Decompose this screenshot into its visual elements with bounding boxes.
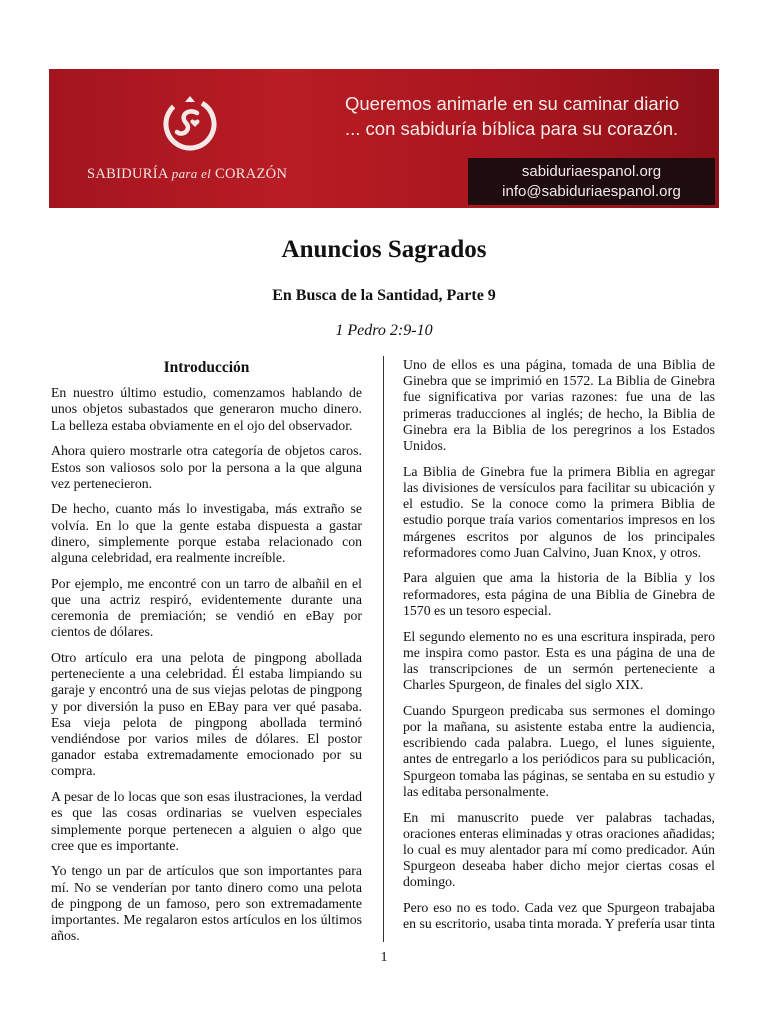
logo-icon bbox=[159, 93, 221, 155]
tagline bbox=[345, 91, 679, 141]
paragraph: Por ejemplo, me encontré con un tarro de albañil en el que una actriz respiró, evidentemente durante una ceremonia de premiación; se vendió en eBay por cientos de dólares. bbox=[51, 575, 362, 640]
logo-word-1: SABIDURÍA bbox=[87, 166, 168, 182]
header-banner bbox=[49, 69, 719, 208]
column-divider bbox=[383, 356, 384, 942]
paragraph: Para alguien que ama la historia de la Biblia y los reformadores, esta página de una Biblia de Ginebra de 1570 es un tesoro especial. bbox=[403, 570, 715, 618]
section-heading: Introducción bbox=[163, 359, 250, 376]
page-number: 1 bbox=[380, 950, 388, 965]
paragraph: Pero eso no es todo. Cada vez que Spurgeon trabajaba en su escritorio, usaba tinta morada. Y prefería usar tinta bbox=[403, 900, 715, 932]
paragraph: Cuando Spurgeon predicaba sus sermones el domingo por la mañana, su asistente estaba entre la audiencia, escribiendo cada palabra. Luego, el lunes siguiente, antes de entregarlo a los periódicos para su publicación, Spurgeon tomaba las páginas, se sentaba en su estudio y las editaba personalmente. bbox=[403, 702, 715, 799]
document-title: Anuncios Sagrados bbox=[281, 236, 487, 263]
paragraph: Uno de ellos es una página, tomada de una Biblia de Ginebra que se imprimió en 1572. La Biblia de Ginebra fue significativa por varias razones: fue una de las primeras traducciones al inglés; de hecho, la Biblia de Ginebra era la Biblia de los peregrinos a los Estados Unidos. bbox=[403, 357, 715, 454]
tagline-line-2: ... con sabiduría bíblica para su corazón. bbox=[345, 118, 679, 139]
logo-word-3: CORAZÓN bbox=[215, 166, 288, 182]
email-link[interactable]: info@sabiduriaespanol.org bbox=[502, 182, 681, 200]
document-subtitle: En Busca de la Santidad, Parte 9 bbox=[272, 287, 496, 304]
paragraph: En nuestro último estudio, comenzamos hablando de unos objetos subastados que generaron mucho dinero. La belleza estaba obviamente en el ojo del observador. bbox=[51, 385, 362, 433]
paragraph: En mi manuscrito puede ver palabras tachadas, oraciones enteras eliminadas y otras oraciones añadidas; lo cual es muy alentador para mí como predicador. Aún Spurgeon deseaba haber dicho mejor ciertas cosas el domingo. bbox=[403, 809, 715, 890]
paragraph: De hecho, cuanto más lo investigaba, más extraño se volvía. En lo que la gente estaba dispuesta a gastar dinero, simplemente porque estaba relacionado con alguna celebridad, era realmente increíble. bbox=[51, 501, 362, 566]
contact-box bbox=[468, 158, 715, 205]
paragraph: Yo tengo un par de artículos que son importantes para mí. No se venderían por tanto dinero como una pelota de pingpong de un famoso, pero son extremadamente importantes. Me regalaron estos artículos en los últimos años. bbox=[51, 863, 362, 944]
left-column bbox=[51, 356, 362, 954]
paragraph: Ahora quiero mostrarle otra categoría de objetos caros. Estos son valiosos solo por la persona a la que alguna vez pertenecieron. bbox=[51, 443, 362, 491]
paragraph: El segundo elemento no es una escritura inspirada, pero me inspira como pastor. Esta es una página de una de las transcripciones de un sermón perteneciente a Charles Spurgeon, de finales del siglo XIX. bbox=[403, 628, 715, 693]
paragraph: La Biblia de Ginebra fue la primera Biblia en agregar las divisiones de versículos para facilitar su ubicación y el estudio. Se la conoce como la primera Biblia de estudio porque traía varios comentarios impresos en los márgenes escritos por algunos de los principales reformadores como Juan Calvino, Juan Knox, y otros. bbox=[403, 463, 715, 560]
website-link[interactable]: sabiduriaespanol.org bbox=[521, 163, 662, 180]
right-column bbox=[403, 357, 715, 942]
paragraph: Otro artículo era una pelota de pingpong abollada perteneciente a una celebridad. Él estaba limpiando su garaje y encontró una de sus viejas pelotas de pingpong y por diversión la puso en EBay para ver qué pasaba. Esa vieja pelota de pingpong abollada terminó vendiéndose por varios miles de dólares. El postor ganador estaba extremadamente emocionado por su compra. bbox=[51, 650, 362, 779]
logo-word-2: para el bbox=[171, 166, 212, 181]
paragraph: A pesar de lo locas que son esas ilustraciones, la verdad es que las cosas ordinarias se vuelven especiales simplemente porque pertenecen a alguien o algo que cree que es importante. bbox=[51, 789, 362, 853]
tagline-line-1: Queremos animarle en su caminar diario bbox=[345, 93, 680, 114]
scripture-reference: 1 Pedro 2:9-10 bbox=[335, 322, 433, 339]
logo-wordmark bbox=[87, 166, 287, 183]
